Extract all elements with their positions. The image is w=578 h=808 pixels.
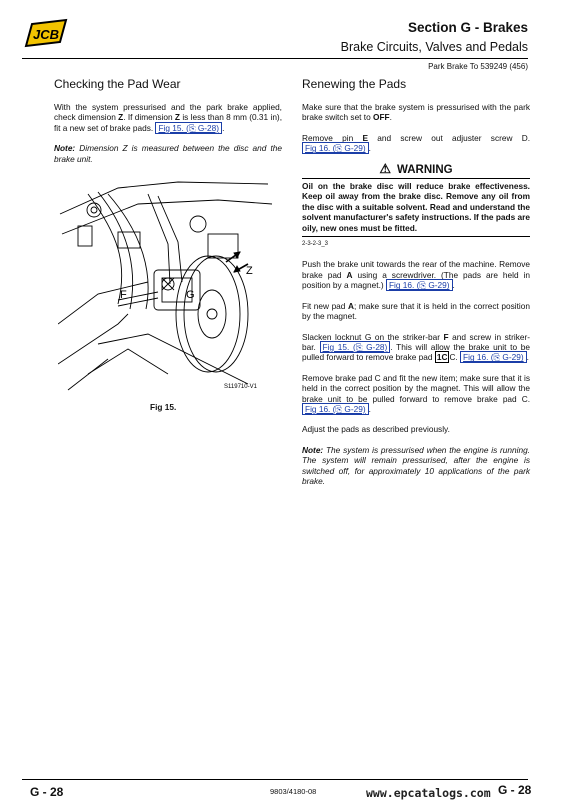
adjust-pads-paragraph: Adjust the pads as described previously. bbox=[302, 424, 450, 435]
heading-checking-pad-wear: Checking the Pad Wear bbox=[54, 77, 181, 91]
brake-unit-drawing bbox=[58, 174, 278, 392]
figure-15-caption: Fig 15. bbox=[150, 402, 177, 413]
jcb-logo bbox=[22, 18, 68, 52]
fig16-link[interactable]: Fig 16. (⎘ G-29) bbox=[302, 403, 369, 415]
fit-new-pad-paragraph: Fit new pad A; make sure that it is held in the correct position by the magnet. bbox=[302, 300, 530, 322]
slacken-locknut-paragraph: Slacken locknut G on the striker-bar F and screw in striker-bar. Fig 15. (⎘ G-28) . This will allow the brake unit to be pulled forward to remove brake pad 1C C. Fig 16. (⎘ G-29) . bbox=[302, 331, 530, 363]
note-dimension-z: Note: Dimension Z is measured between the disc and the brake unit. bbox=[54, 143, 282, 164]
fig15-link[interactable]: Fig 15. (⎘ G-28) bbox=[155, 122, 222, 134]
left-column bbox=[54, 78, 282, 412]
right-column bbox=[302, 78, 530, 496]
section-subtitle: Brake Circuits, Valves and Pedals bbox=[340, 40, 528, 54]
label-f: F bbox=[120, 289, 127, 302]
warning-box: Oil on the brake disc will reduce brake effectiveness. Keep oil away from the brake disc. Remove any oil from the disc with a suitable solvent. Read and understand the solvent manufacturer's safety instructions. If the pads are oily, new ones must be fitted. bbox=[302, 178, 530, 237]
remove-pad-c-paragraph: Remove brake pad C and fit the new item; make sure that it is held in the correct position by the magnet. This will allow the brake unit to be pulled forward to remove brake pad C. Fig 16. (⎘ G-29) . bbox=[302, 372, 530, 414]
pad-wear-paragraph: With the system pressurised and the park brake applied, check dimension Z. If dimension Z is less than 8 mm (0.31 in), fit a new set of brake pads. Fig 15. (⎘ G-28) . bbox=[54, 102, 283, 133]
page-number-right: G - 28 bbox=[498, 783, 532, 797]
header-rule bbox=[22, 58, 528, 59]
document-number: 9803/4180-08 bbox=[270, 787, 317, 796]
watermark: www.epcatalogs.com bbox=[366, 786, 491, 800]
warning-reference: 2-3-2-3_3 bbox=[302, 241, 329, 248]
section-title: Section G - Brakes bbox=[407, 20, 528, 35]
warning-heading: ⚠ WARNING bbox=[379, 160, 453, 176]
note-system-pressurised: Note: The system is pressurised when the engine is running. The system will remain pressurised, after the engine is switched off, for approximately 10 applications of the park brake. bbox=[302, 444, 530, 486]
fig16-link[interactable]: Fig 16. (⎘ G-29) bbox=[460, 351, 527, 363]
boxed-label: 1C bbox=[436, 352, 448, 363]
label-g: G bbox=[186, 289, 195, 302]
figure-code: S119710-V1 bbox=[224, 384, 257, 391]
page-number: G - 28 bbox=[30, 785, 64, 799]
remove-pad-a-paragraph: Push the brake unit towards the rear of the machine. Remove brake pad A using a screwdriver. (The pads are held in position by a magnet.) Fig 16. (⎘ G-29) . bbox=[302, 259, 530, 291]
fig15-link[interactable]: Fig 15. (⎘ G-28) bbox=[320, 341, 391, 353]
logo-text: JCB bbox=[32, 27, 60, 42]
label-z: Z bbox=[246, 265, 253, 278]
footer-rule bbox=[22, 779, 528, 780]
warning-triangle-icon: ⚠ bbox=[379, 160, 392, 176]
figure-15-illustration bbox=[58, 174, 278, 392]
heading-renewing-pads: Renewing the Pads bbox=[302, 77, 407, 91]
fig16-link[interactable]: Fig 16. (⎘ G-29) bbox=[302, 142, 369, 154]
fig16-link[interactable]: Fig 16. (⎘ G-29) bbox=[386, 279, 453, 291]
remove-pin-paragraph: Remove pin E and screw out adjuster screw D. Fig 16. (⎘ G-29) . bbox=[302, 132, 531, 154]
context-label: Park Brake To 539249 (456) bbox=[428, 62, 528, 71]
pressurise-paragraph: Make sure that the brake system is pressurised with the park brake switch set to OFF. bbox=[302, 102, 530, 123]
